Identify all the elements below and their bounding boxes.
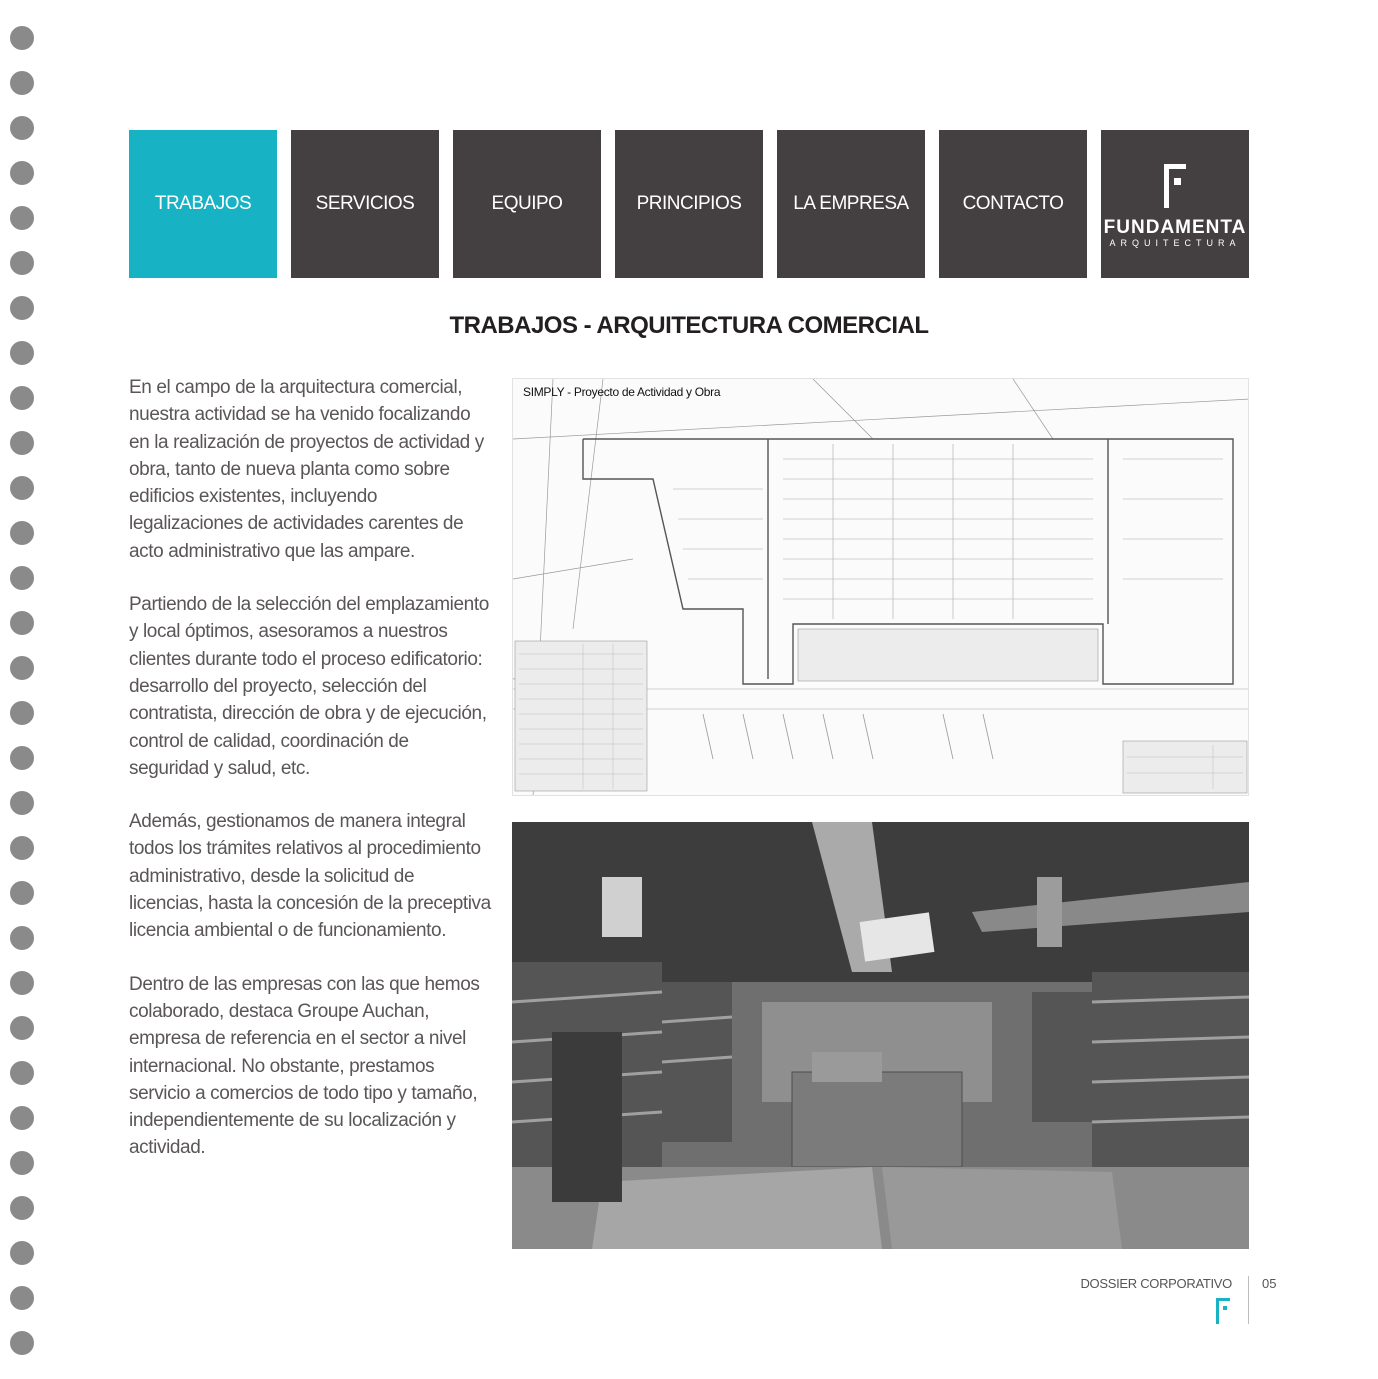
binding-hole: [10, 1241, 34, 1265]
fundamenta-logo-icon: [1160, 164, 1190, 208]
binding-hole: [10, 836, 34, 860]
page-number: 05: [1262, 1276, 1277, 1291]
nav-tab-trabajos[interactable]: [129, 130, 277, 278]
nav-tab-label: LA EMPRESA: [793, 193, 909, 214]
binding-hole: [10, 1151, 34, 1175]
binding-hole: [10, 521, 34, 545]
nav-tab-equipo[interactable]: [453, 130, 601, 278]
binding-hole: [10, 566, 34, 590]
floor-plan-image: [512, 378, 1249, 796]
footer-label: DOSSIER CORPORATIVO: [1080, 1276, 1232, 1291]
binding-holes: [10, 26, 36, 1366]
footer-divider: [1248, 1276, 1249, 1324]
paragraph: Dentro de las empresas con las que hemos colaborado, destaca Groupe Auchan, empresa de referencia en el sector a nivel internacional. No obstante, prestamos servicio a comercios de todo tipo y tamaño, independientemente de su localización y actividad.: [129, 973, 480, 1159]
supermarket-photo: [512, 822, 1249, 1249]
floor-plan-drawing: [513, 379, 1249, 796]
paragraph: En el campo de la arquitectura comercial, nuestra actividad se ha venido focalizando en la realización de proyectos de actividad y obra, tanto de nueva planta como sobre edificios existentes, incluyendo legalizaciones de actividades carentes de acto administrativo que las ampare.: [129, 377, 484, 562]
nav-tab-label: CONTACTO: [962, 193, 1064, 214]
nav-tab-label: EQUIPO: [491, 193, 563, 214]
main-nav: [129, 130, 1249, 278]
binding-hole: [10, 161, 34, 185]
paragraph: Partiendo de la selección del emplazamiento y local óptimos, asesoramos a nuestros clientes durante todo el proceso edificatorio: desarrollo del proyecto, selección del contratista, dirección de obra y de ejecución, control de calidad, coordinación de seguridad y salud, etc.: [129, 594, 489, 779]
binding-hole: [10, 611, 34, 635]
binding-hole: [10, 1196, 34, 1220]
logo-subtitle: ARQUITECTURA: [1109, 238, 1241, 248]
nav-tab-label: PRINCIPIOS: [636, 193, 742, 214]
plan-caption: SIMPLY - Proyecto de Actividad y Obra: [523, 385, 721, 399]
binding-hole: [10, 701, 34, 725]
binding-hole: [10, 1016, 34, 1040]
nav-tab-principios[interactable]: [615, 130, 763, 278]
binding-hole: [10, 656, 34, 680]
binding-hole: [10, 251, 34, 275]
footer-logo-icon: [1216, 1298, 1232, 1324]
body-text: [129, 374, 491, 1188]
binding-hole: [10, 386, 34, 410]
nav-tab-la-empresa[interactable]: [777, 130, 925, 278]
binding-hole: [10, 1331, 34, 1355]
binding-hole: [10, 341, 34, 365]
binding-hole: [10, 476, 34, 500]
nav-tab-label: SERVICIOS: [315, 193, 415, 214]
brand-logo[interactable]: [1101, 130, 1249, 278]
logo-name: FUNDAMENTA: [1103, 217, 1247, 238]
binding-hole: [10, 71, 34, 95]
paragraph: Además, gestionamos de manera integral todos los trámites relativos al procedimiento administrativo, desde la solicitud de licencias, hasta la concesión de la preceptiva licencia ambiental o de funcionamiento.: [129, 811, 491, 942]
binding-hole: [10, 881, 34, 905]
supermarket-illustration: [512, 822, 1249, 1249]
nav-tab-contacto[interactable]: [939, 130, 1087, 278]
binding-hole: [10, 971, 34, 995]
binding-hole: [10, 206, 34, 230]
binding-hole: [10, 26, 34, 50]
binding-hole: [10, 431, 34, 455]
binding-hole: [10, 746, 34, 770]
binding-hole: [10, 296, 34, 320]
binding-hole: [10, 791, 34, 815]
nav-tab-servicios[interactable]: [291, 130, 439, 278]
binding-hole: [10, 116, 34, 140]
binding-hole: [10, 1286, 34, 1310]
nav-tab-label: TRABAJOS: [154, 193, 252, 214]
binding-hole: [10, 1106, 34, 1130]
page-title: TRABAJOS - ARQUITECTURA COMERCIAL: [449, 312, 929, 339]
binding-hole: [10, 926, 34, 950]
binding-hole: [10, 1061, 34, 1085]
